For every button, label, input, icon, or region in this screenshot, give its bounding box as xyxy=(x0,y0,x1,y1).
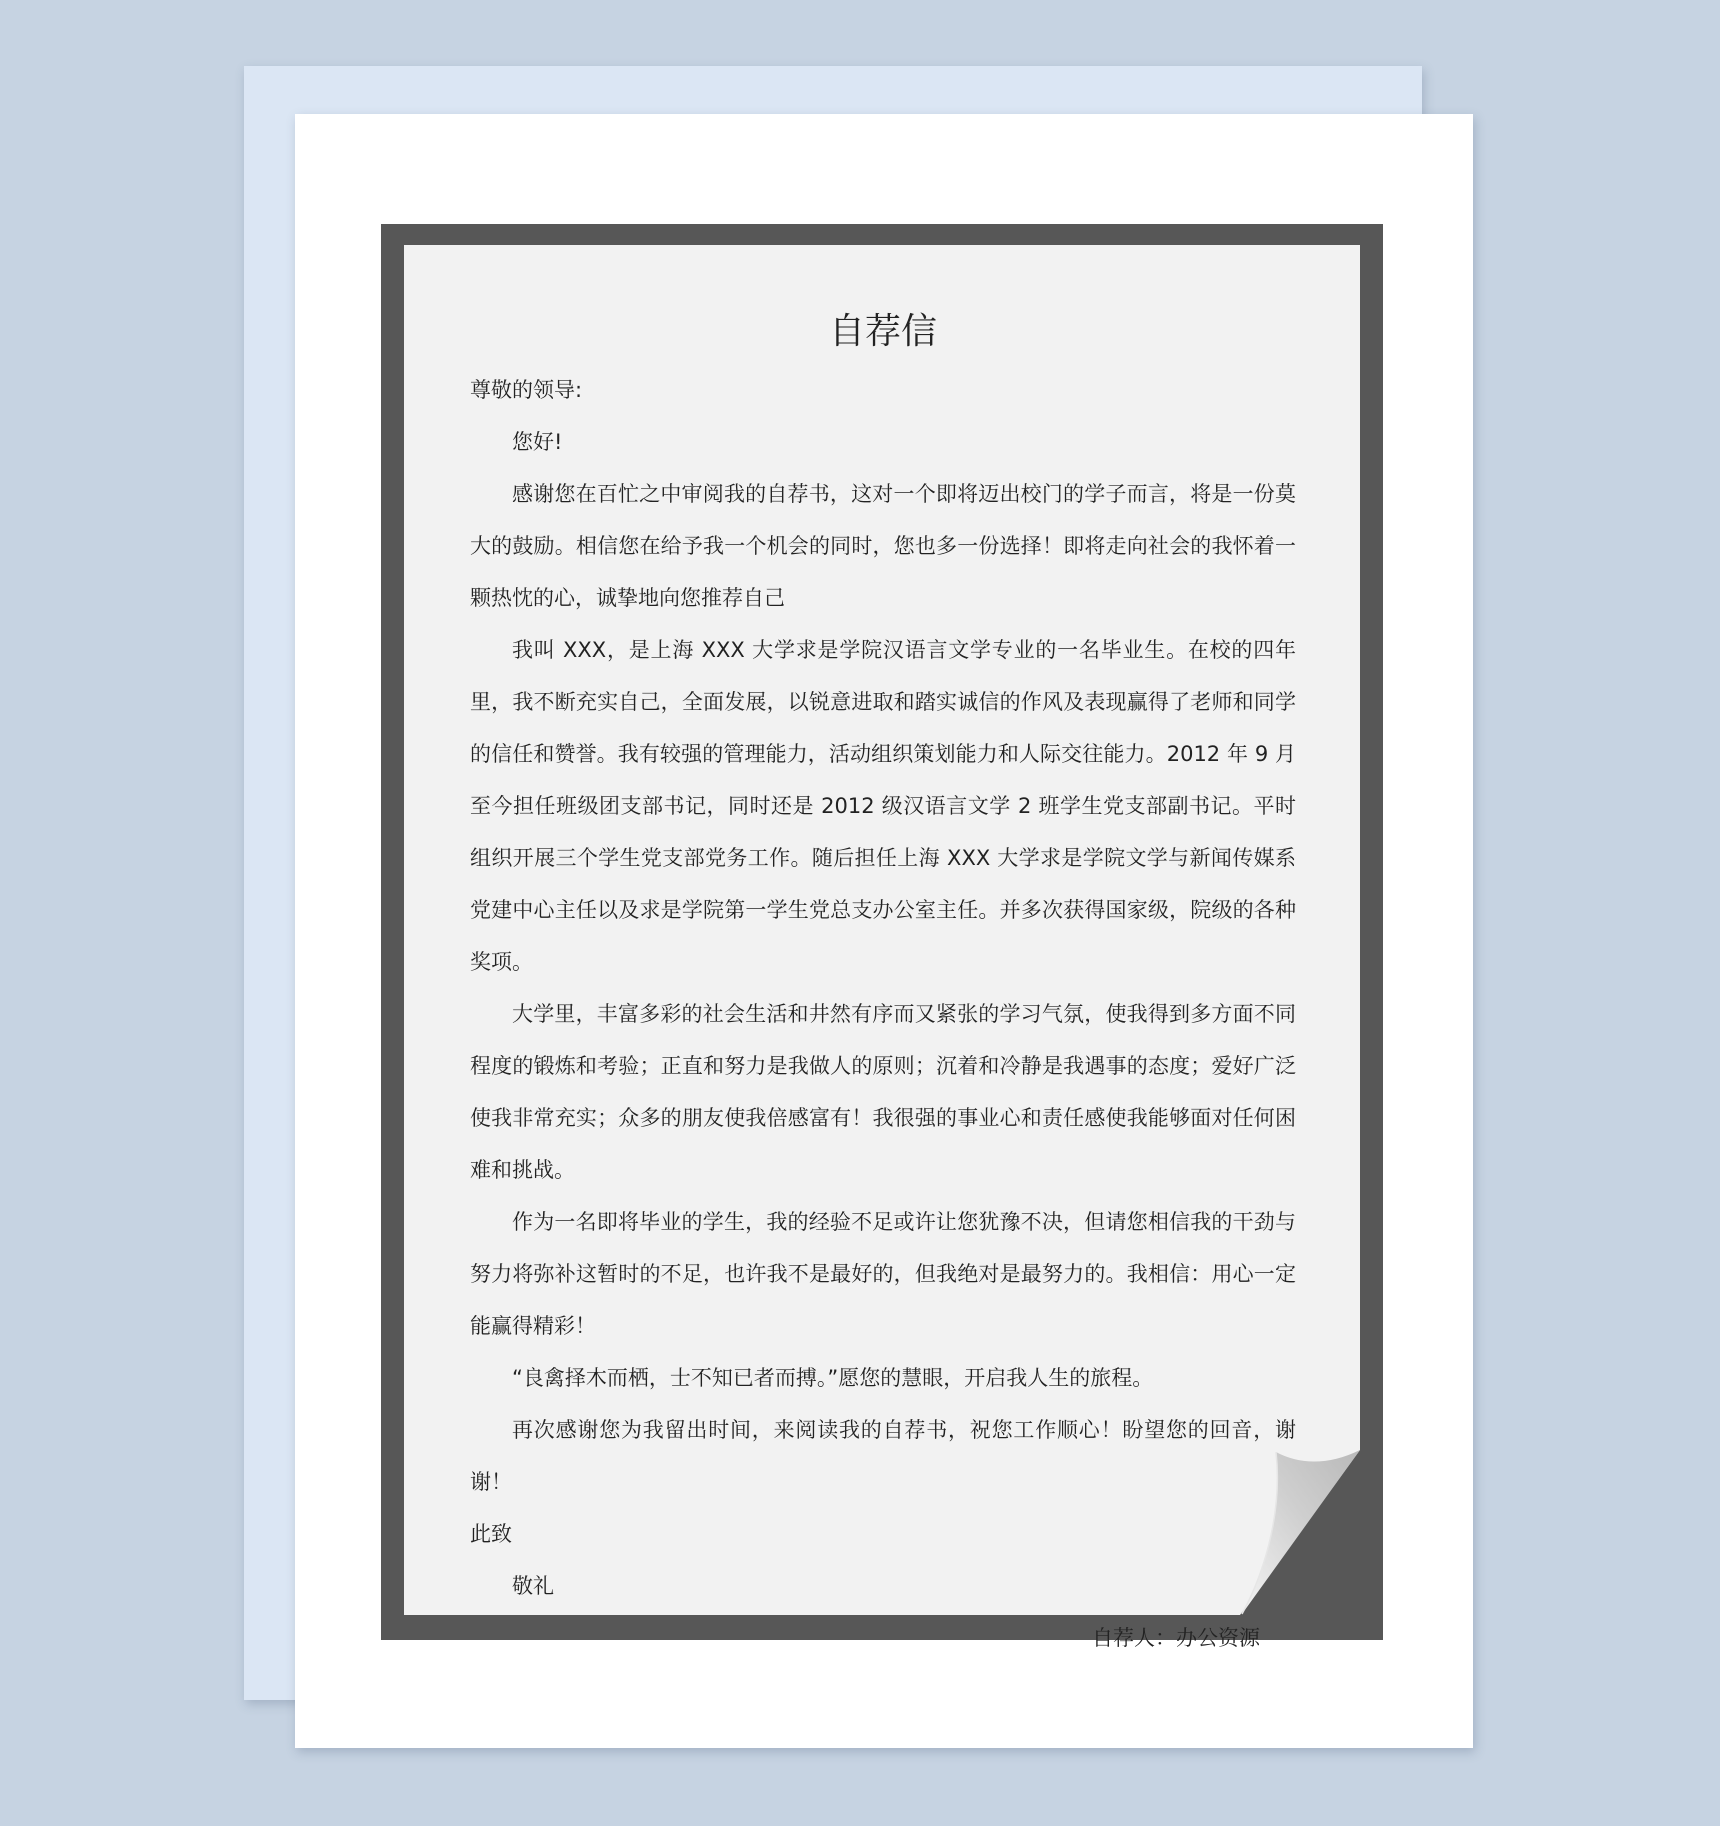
letter-regards: 敬礼 xyxy=(512,1574,554,1598)
letter-paragraph: 感谢您在百忙之中审阅我的自荐书，这对一个即将迈出校门的学子而言，将是一份莫大的鼓励。相信您在给予我一个机会的同时，您也多一份选择！即将走向社会的我怀着一颗热忱的心，诚挚地向您推荐自己 xyxy=(470,482,1296,610)
letter-paragraph: 我叫 XXX，是上海 XXX 大学求是学院汉语言文学专业的一名毕业生。在校的四年里，我不断充实自己，全面发展，以锐意进取和踏实诚信的作风及表现赢得了老师和同学的信任和赞誉。我有较强的管理能力，活动组织策划能力和人际交往能力。2012 年 9 月至今担任班级团支部书记，同时还是 2012 级汉语言文学 2 班学生党支部副书记。平时组织开展三个学生党支部党务工作。随后担任上海 XXX 大学求是学院文学与新闻传媒系党建中心主任以及求是学院第一学生党总支办公室主任。并多次获得国家级，院级的各种奖项。 xyxy=(470,638,1296,974)
letter-paragraph: 作为一名即将毕业的学生，我的经验不足或许让您犹豫不决，但请您相信我的干劲与努力将弥补这暂时的不足，也许我不是最好的，但我绝对是最努力的。我相信：用心一定能赢得精彩！ xyxy=(470,1210,1296,1338)
letter-paragraph: “良禽择木而栖，士不知已者而搏。”愿您的慧眼，开启我人生的旅程。 xyxy=(512,1366,1154,1390)
letter-title: 自荐信 xyxy=(828,311,937,352)
letter-paragraph: 再次感谢您为我留出时间，来阅读我的自荐书，祝您工作顺心！盼望您的回音，谢谢！ xyxy=(470,1418,1296,1494)
letter-greeting: 您好! xyxy=(512,430,563,454)
letter-paragraph: 大学里，丰富多彩的社会生活和井然有序而又紧张的学习气氛，使我得到多方面不同程度的锻炼和考验；正直和努力是我做人的原则；沉着和冷静是我遇事的态度；爱好广泛使我非常充实；众多的朋友使我倍感富有！我很强的事业心和责任感使我能够面对任何困难和挑战。 xyxy=(470,1002,1296,1182)
letter-body xyxy=(470,308,1296,1664)
letter-signature: 自荐人：办公资源 xyxy=(1092,1626,1260,1650)
letter-closing: 此致 xyxy=(470,1522,512,1546)
letter-salutation: 尊敬的领导: xyxy=(470,378,583,402)
